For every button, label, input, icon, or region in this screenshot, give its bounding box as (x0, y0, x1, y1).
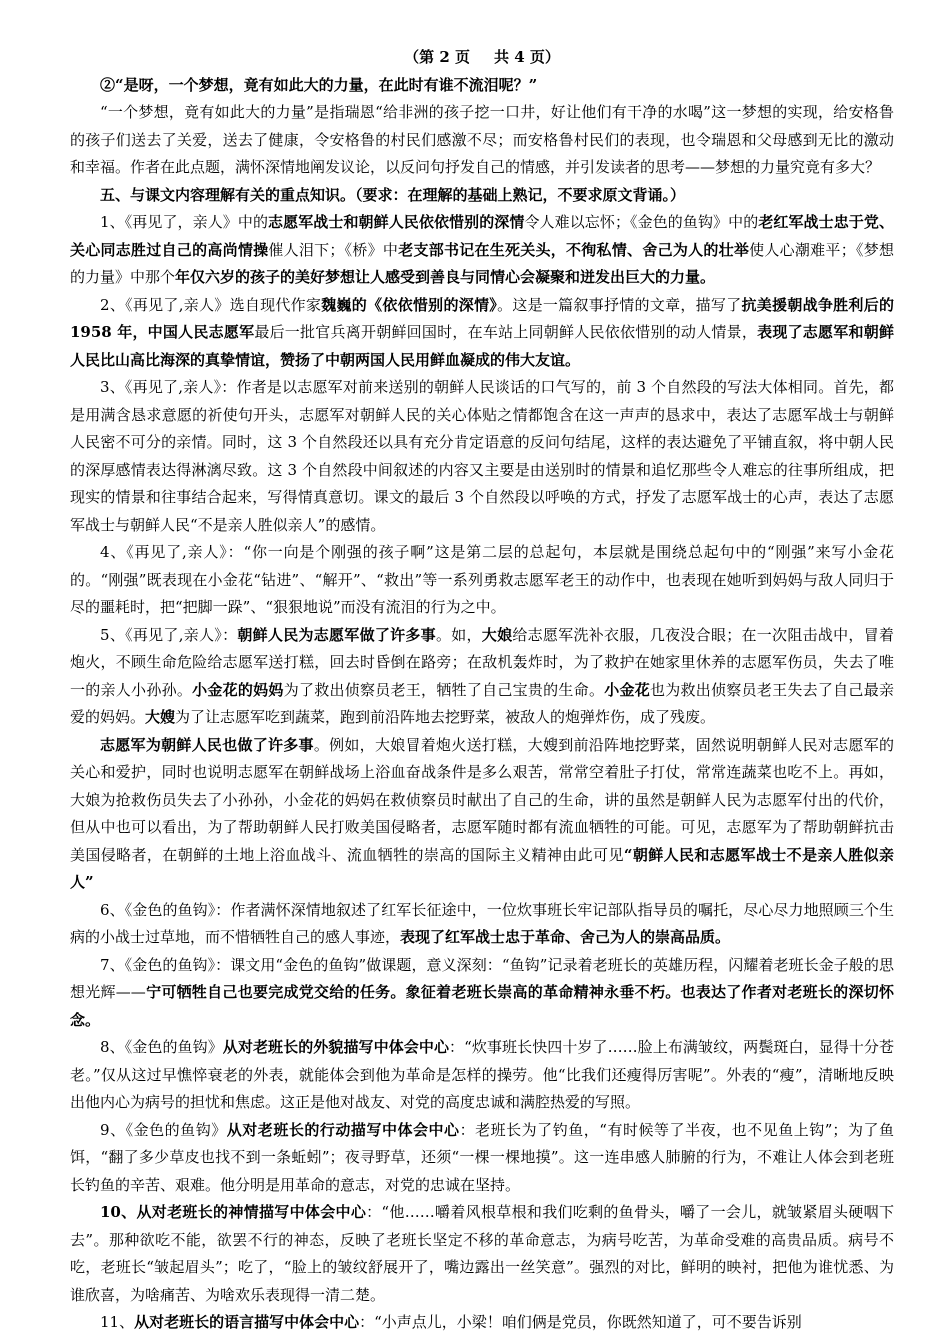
item-11-emph: 从对老班长的语言描写中体会中心 (134, 1313, 360, 1331)
item-7 (70, 952, 894, 1035)
item-6-text: 6、《金色的鱼钩》：作者满怀深情地叙述了红军长征途中，一位炊事班长牢记部队指导员的嘱托，尽心尽力地照顾三个生病的小战士过草地，而不惜牺牲自己的感人事迹， (70, 900, 894, 946)
item-1 (70, 209, 894, 292)
item-11-text: ：“小声点儿，小梁！咱们俩是党员，你既然知道了，可不要告诉别 (359, 1313, 802, 1331)
item-5-emph: 小金花 (604, 680, 651, 699)
item-5-text: 5、《再见了,亲人》： (100, 625, 238, 644)
item-5-text: 。如， (435, 625, 482, 644)
item-8-emph: 从对老班长的外貌描写中体会中心 (222, 1038, 450, 1056)
item-11-text: 11、 (100, 1313, 135, 1331)
item-5-continued (70, 732, 894, 897)
item-1-text: 令人难以忘怀；《金色的鱼钩》中的 (524, 213, 759, 231)
item-3: 3、《再见了,亲人》：作者是以志愿军对前来送别的朝鲜人民谈话的口气写的，前 3 个自然段的写法大体相同。首先，都是用满含恳求意愿的祈使句开头，志愿军对朝鲜人民的关心体贴之情都饱含在这一声声的恳求中，表达了志愿军战士与朝鲜人民密不可分的亲情。同时，这 3 个自然段还以具有充分肯定语意的反问句结尾，这样的表达避免了平铺直叙，将中朝人民的深厚感情表达得淋漓尽致。这 3 个自然段中间叙述的内容又主要是由送别时的情景和追忆那些令人难忘的往事所组成，把现实的情景和往事结合起来，写得情真意切。课文的最后 3 个自然段以呼唤的方式，抒发了志愿军战士的心声，表达了志愿军战士与朝鲜人民“不是亲人胜似亲人”的感情。 (70, 378, 894, 534)
item-6-emph: 表现了红军战士忠于革命、舍己为人的崇高品质。 (400, 928, 731, 946)
quote-2-title: ②“是呀，一个梦想，竟有如此大的力量，在此时有谁不流泪呢？” (100, 75, 538, 94)
item-1-emph: 老红军战士忠于党、关心同志胜过自己的高尚情操 (70, 213, 894, 259)
item-6 (70, 897, 894, 952)
item-1-text: 使人心潮难平；《梦想的力量》中那个 (70, 240, 894, 286)
item-5-emph: 朝鲜人民为志愿军做了许多事 (237, 625, 436, 644)
item-5-text: 给志愿军洗补衣服，几夜没合眼；在一次阻击战中，冒着炮火，不顾生命危险给志愿军送打糕，回去时昏倒在路旁；在敌机轰炸时，为了救护在她家里休养的志愿军伤员，失去了唯一的亲人小孙孙。 (70, 625, 894, 699)
item-2-text: 2、《再见了,亲人》选自现代作家 (100, 295, 322, 314)
item-7-text: 7、《金色的鱼钩》：课文用“金色的鱼钩”做课题，意义深刻：“鱼钩”记录着老班长的英雄历程，闪耀着老班长金子般的思想光辉—— (70, 955, 894, 1001)
item-10 (70, 1199, 894, 1309)
section-5-title: 五、与课文内容理解有关的重点知识。（要求：在理解的基础上熟记，不要求原文背诵。） (100, 185, 686, 204)
item-9-text: ：老班长为了钓鱼，“有时候等了半夜，也不见鱼上钩”；为了鱼饵，“翻了多少草皮也找不到一条蚯蚓”；夜寻野草，还须“一棵一棵地摸”。这一连串感人肺腑的行为，不难让人体会到老班长钓鱼的辛苦、艰难。他分明是用革命的意志，对党的忠诚在坚持。 (70, 1120, 894, 1194)
item-1-emph: 志愿军战士和朝鲜人民依依惜别的深情 (268, 213, 525, 231)
item-7-emph: 宁可牺牲自己也要完成党交给的任务。象征着老班长崇高的革命精神永垂不朽。也表达了作者对老班长的深切怀念。 (70, 983, 894, 1029)
item-8 (70, 1034, 894, 1117)
item-9-text: 9、《金色的鱼钩》 (100, 1120, 227, 1139)
item-5 (70, 622, 894, 732)
item-4: 4、《再见了,亲人》：“你一向是个刚强的孩子啊”这是第二层的总起句，本层就是围绕总起句中的“刚强”来写小金花的。“刚强”既表现在小金花“钻进”、“解开”、“救出”等一系列勇救志愿军老王的动作中，也表现在她听到妈妈与敌人同归于尽的噩耗时，把“把脚一跺”、“狠狠地说”而没有流泪的行为之中。 (70, 543, 894, 616)
item-2-text: 最后一批官兵离开朝鲜回国时，在车站上同朝鲜人民依依惜别的动人情景， (254, 323, 758, 341)
item-10-emph: 10、从对老班长的神情描写中体会中心 (100, 1203, 367, 1221)
item-5-emph: 大嫂 (145, 708, 176, 726)
item-5b-text: 。例如，大娘冒着炮火送打糕，大嫂到前沿阵地挖野菜，固然说明朝鲜人民对志愿军的关心和爱护，同时也说明志愿军在朝鲜战场上浴血奋战条件是多么艰苦，常常空着肚子打仗，常常连蔬菜也吃不上。再如，大娘为抢救伤员失去了小孙孙，小金花的妈妈在救侦察员时献出了自己的生命，讲的虽然是朝鲜人民为志愿军付出的代价，但从中也可以看出，为了帮助朝鲜人民打败美国侵略者，志愿军随时都有流血牺牲的可能。可见，志愿军为了帮助朝鲜抗击美国侵略者，在朝鲜的土地上浴血战斗、流血牺牲的崇高的国际主义精神由此可见 (70, 735, 894, 864)
quote-2-body: “一个梦想，竟有如此大的力量”是指瑞恩“给非洲的孩子挖一口井，好让他们有干净的水喝”这一梦想的实现，给安格鲁的孩子们送去了关爱，送去了健康，令安格鲁的村民们感激不尽；而安格鲁村民们的表现，也令瑞恩和父母感到无比的激动和幸福。作者在此点题，满怀深情地阐发议论，以反问句抒发自己的情感，并引发读者的思考——梦想的力量究竟有多大？ (70, 103, 894, 176)
item-5b-emph: “朝鲜人民和志愿军战士不是亲人胜似亲人” (70, 845, 894, 891)
item-2-emph: 魏巍的《依依惜别的深情》 (321, 295, 498, 314)
item-1-text: 1、《再见了，亲人》中的 (100, 213, 269, 231)
item-2 (70, 292, 894, 375)
item-5b-emph: 志愿军为朝鲜人民也做了许多事 (100, 735, 314, 754)
item-5-emph: 小金花的妈妈 (192, 680, 284, 699)
document-page (70, 44, 894, 1337)
item-1-text: 催人泪下；《桥》中 (268, 240, 399, 259)
page-total: 共 4 页） (494, 48, 560, 66)
item-2-text: 。这是一篇叙事抒情的文章，描写了 (497, 295, 742, 314)
item-5-emph: 大娘 (481, 625, 513, 644)
item-5-text: 为了救出侦察员老王，牺牲了自己宝贵的生命。 (283, 680, 605, 699)
item-2-emph: 抗美援朝战争胜利后的 1958 年，中国人民志愿军 (70, 295, 894, 341)
item-8-text: ：“炊事班长快四十岁了……脸上布满皱纹，两鬓斑白，显得十分苍老。”仅从这过早憔悴衰老的外表，就能体会到他为革命是怎样的操劳。他“比我们还瘦得厉害呢”。外表的“瘦”，清晰地反映出他内心为病号的担忧和焦虑。这正是他对战友、对党的高度忠诚和满腔热爱的写照。 (70, 1038, 894, 1111)
item-1-emph: 老支部书记在生死关头，不徇私情、舍己为人的壮举 (398, 240, 750, 259)
item-1-emph: 年仅六岁的孩子的美好梦想让人感受到善良与同情心会凝聚和迸发出巨大的力量。 (175, 268, 716, 286)
item-5-text: 为了让志愿军吃到蔬菜，跑到前沿阵地去挖野菜，被敌人的炮弹炸伤，成了残废。 (175, 708, 716, 726)
item-5-text: 也为救出侦察员老王失去了自己最亲爱的妈妈。 (70, 680, 894, 726)
item-10-text: ：“他……嚼着风根草根和我们吃剩的鱼骨头，嚼了一会儿，就皱紧眉头硬咽下去”。那种欲吃不能，欲罢不行的神态，反映了老班长坚定不移的革命意志，为病号吃苦，为革命受难的高贵品质。病号不吃，老班长“皱起眉头”；吃了，“脸上的皱纹舒展开了，嘴边露出一丝笑意”。强烈的对比，鲜明的映衬，把他为谁忧悉、为谁欣喜，为啥痛苦、为啥欢乐表现得一清二楚。 (70, 1203, 894, 1304)
page-header (70, 44, 894, 72)
item-8-text: 8、《金色的鱼钩》 (100, 1038, 223, 1056)
item-2-emph: 表现了志愿军和朝鲜人民比山高比海深的真挚情谊，赞扬了中朝两国人民用鲜血凝成的伟大友谊。 (70, 323, 894, 369)
item-11 (70, 1309, 894, 1337)
page-number: （第 2 页 (404, 48, 470, 66)
item-9-emph: 从对老班长的行动描写中体会中心 (226, 1120, 460, 1139)
item-9 (70, 1117, 894, 1200)
